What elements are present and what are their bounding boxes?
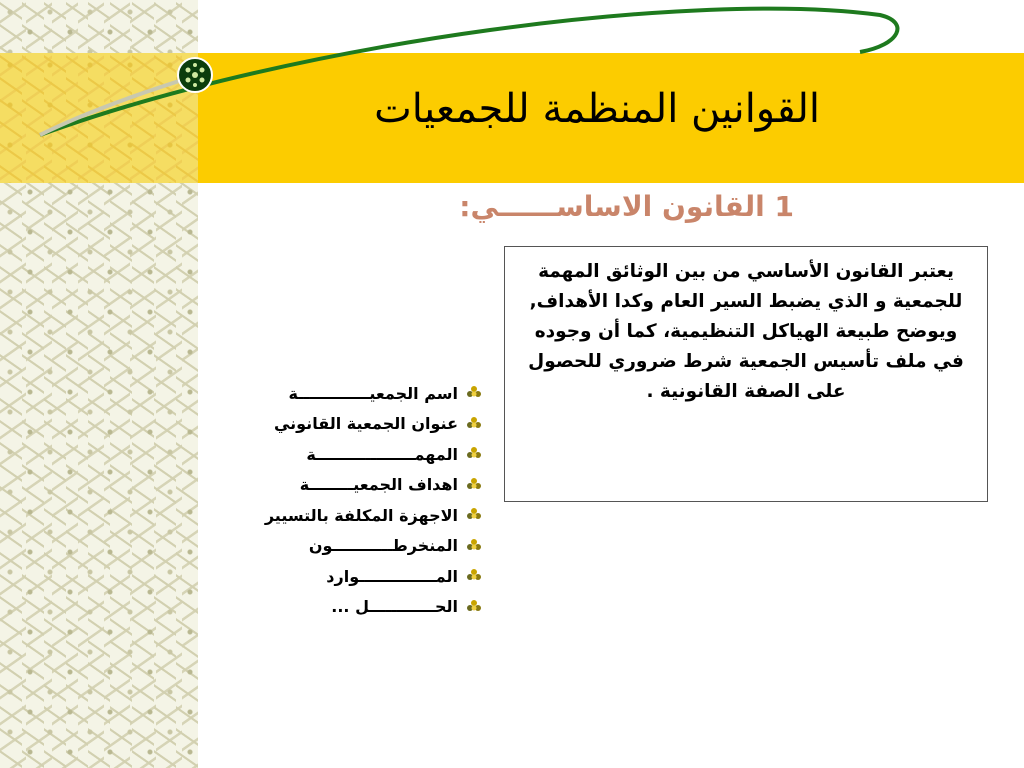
flower-bullet-icon xyxy=(466,538,482,554)
list-item xyxy=(202,561,482,592)
flower-bullet-icon xyxy=(466,507,482,523)
section-subtitle: 1 القانون الاساســــــي: xyxy=(459,190,794,223)
flower-bullet-icon xyxy=(466,568,482,584)
list-item-label: المــــــــــــــوارد xyxy=(326,566,458,586)
description-text: يعتبر القانون الأساسي من بين الوثائق المهمة للجمعية و الذي يضبط السير العام وكدا الأهداف, ويوضح طبيعة الهياكل التنظيمية، كما أن وجوده في ملف تأسيس الجمعية شرط ضروري للحصول على الصفة القانونية . xyxy=(528,261,964,402)
flower-bullet-icon xyxy=(466,446,482,462)
list-item-label: المهمــــــــــــــــــة xyxy=(306,444,458,464)
list-item xyxy=(202,409,482,440)
ornament-ball-icon xyxy=(178,58,212,92)
list-item xyxy=(202,531,482,562)
list-item xyxy=(202,500,482,531)
list-item xyxy=(202,378,482,409)
flower-bullet-icon xyxy=(466,385,482,401)
list-item-label: الاجهزة المكلفة بالتسيير xyxy=(264,505,458,525)
flower-bullet-icon xyxy=(466,416,482,432)
list-item xyxy=(202,470,482,501)
list-item xyxy=(202,439,482,470)
list-item-label: المنخرطـــــــــــون xyxy=(308,536,458,556)
page-title: القوانين المنظمة للجمعيات xyxy=(374,86,820,132)
list-item-label: الحــــــــــــل ... xyxy=(331,597,458,617)
list-item-label: اسم الجمعيـــــــــــــة xyxy=(288,383,458,403)
flower-bullet-icon xyxy=(466,599,482,615)
requirements-list xyxy=(202,378,482,622)
list-item-label: عنوان الجمعية القانوني xyxy=(273,414,458,434)
flower-bullet-icon xyxy=(466,477,482,493)
description-box xyxy=(504,246,988,502)
list-item-label: اهداف الجمعيــــــــة xyxy=(299,475,458,495)
list-item xyxy=(202,592,482,623)
